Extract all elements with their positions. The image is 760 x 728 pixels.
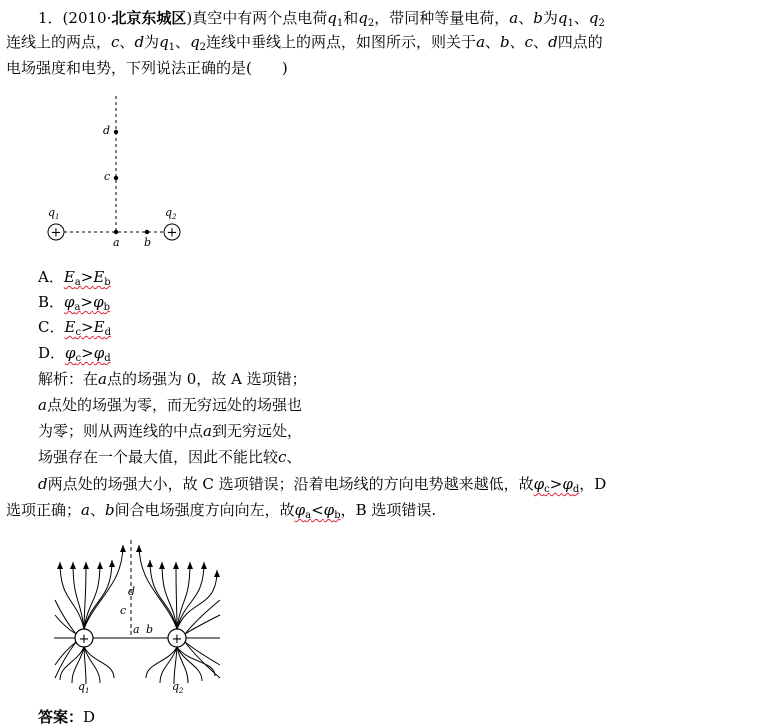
option-d-lhs: φ xyxy=(65,344,76,362)
field-line-right-up xyxy=(177,562,204,629)
field-line-left-down xyxy=(72,647,84,683)
field-arrow-icon xyxy=(97,562,103,569)
analysis-l6-c: ，B 选项错误. xyxy=(340,501,437,519)
field-line-left-side xyxy=(55,600,76,634)
q-text-3: 为 xyxy=(542,9,558,27)
q1-symbol: q xyxy=(159,33,169,51)
field-line-right-up xyxy=(150,560,177,629)
option-a-lhs-sub: a xyxy=(74,277,81,288)
sep: 、 xyxy=(286,448,302,466)
fig2-label-q2-sub: 2 xyxy=(179,687,184,695)
field-lines xyxy=(55,545,220,684)
field-arrow-icon xyxy=(187,562,193,569)
analysis-l1-b: 点的场强为 0，故 A 选项错； xyxy=(106,370,307,388)
analysis-l5-b: ，D xyxy=(579,475,607,493)
field-arrow-icon xyxy=(147,560,153,567)
a-symbol: a xyxy=(38,396,47,414)
b-symbol: b xyxy=(533,9,543,27)
option-c xyxy=(38,316,111,338)
field-arrow-icon xyxy=(83,562,89,569)
option-d-op: > xyxy=(81,344,94,362)
field-arrow-icon xyxy=(214,570,220,577)
a-symbol: a xyxy=(476,33,486,51)
sep: 、 xyxy=(175,33,191,51)
field-arrow-icon xyxy=(57,562,63,569)
option-b-letter: B． xyxy=(38,293,65,311)
point-b-dot xyxy=(145,230,149,234)
charge-q2-sign: + xyxy=(166,225,178,241)
q-text-4: 连线上的两点， xyxy=(6,33,112,51)
analysis-line-6 xyxy=(6,499,436,521)
option-a xyxy=(38,266,111,288)
fig2-label-a: a xyxy=(133,623,140,636)
sep: 、 xyxy=(573,9,589,27)
phi-b: φ xyxy=(323,501,335,519)
analysis-l5-a: 两点处的场强大小，故 C 选项错误；沿着电场线的方向电势越来越低，故 xyxy=(47,475,534,493)
field-arrow-icon xyxy=(70,562,76,569)
option-c-rhs: E xyxy=(93,318,105,336)
field-line-left-up xyxy=(73,562,84,629)
option-c-lhs-sub: c xyxy=(75,327,82,338)
field-line-left-down xyxy=(84,647,114,678)
sep: 、 xyxy=(485,33,501,51)
label-q2-main: q xyxy=(165,206,173,219)
fig2-label-q1-main: q xyxy=(78,680,86,693)
source-name: 北京东城区 xyxy=(111,9,187,27)
label-d: d xyxy=(103,124,111,137)
field-line-left-up xyxy=(84,545,123,629)
analysis-l1-a: 在 xyxy=(83,370,99,388)
field-line-right-up xyxy=(139,545,177,629)
option-b-rhs: φ xyxy=(93,293,104,311)
charge-q1-sign: + xyxy=(50,225,62,241)
label-q1-main: q xyxy=(48,206,56,219)
q2-sub: 2 xyxy=(598,18,605,29)
a-symbol: a xyxy=(98,370,107,388)
option-d-lhs-sub: c xyxy=(75,353,82,364)
c-symbol: c xyxy=(278,448,287,466)
option-d-letter: D． xyxy=(38,344,66,362)
q-text-8: 电场强度和电势，下列说法正确的是( ) xyxy=(6,59,288,77)
option-b-rhs-sub: b xyxy=(103,302,111,313)
phi-a-sub: a xyxy=(305,510,312,521)
analysis-line-5 xyxy=(38,473,606,495)
q2-symbol: q xyxy=(358,9,368,27)
option-b xyxy=(38,291,110,313)
option-d-rhs: φ xyxy=(93,344,105,362)
option-a-rhs: E xyxy=(93,268,105,286)
label-q2-sub: 2 xyxy=(172,213,177,221)
option-d xyxy=(38,342,111,364)
analysis-line-3 xyxy=(38,420,302,442)
figure-2 xyxy=(54,540,220,695)
gt-op: > xyxy=(549,475,563,493)
q2-sub: 2 xyxy=(367,18,375,29)
sep: 、 xyxy=(119,33,135,51)
q2-symbol: q xyxy=(588,9,599,27)
fig2-charge-q2-sign: + xyxy=(171,632,183,647)
field-line-left-down xyxy=(60,647,84,680)
d-symbol: d xyxy=(38,475,48,493)
q-text-1: 真空中有两个点电荷 xyxy=(192,9,328,27)
field-line-right-down xyxy=(177,647,215,676)
source-prefix: (2010· xyxy=(62,9,112,27)
option-c-lhs: E xyxy=(64,318,76,336)
option-b-lhs: φ xyxy=(64,293,75,311)
b-symbol: b xyxy=(104,501,115,519)
phi-c-sub: c xyxy=(544,484,550,495)
field-line-left-side xyxy=(55,642,76,665)
c-symbol: c xyxy=(111,33,120,51)
q-text-2: ，带同种等量电荷， xyxy=(374,9,510,27)
field-arrow-icon xyxy=(173,562,179,569)
fig2-label-q2 xyxy=(172,680,184,695)
answer-line xyxy=(38,706,95,728)
question-number: 1． xyxy=(38,9,63,27)
point-c-dot xyxy=(114,176,118,180)
analysis-l4: 场强存在一个最大值，因此不能比较 xyxy=(38,448,279,466)
analysis-l6-a: 选项正确； xyxy=(6,501,82,519)
q-text-7: 四点的 xyxy=(557,33,603,51)
q1-sub: 1 xyxy=(567,18,574,29)
fig2-label-q1-sub: 1 xyxy=(85,687,90,695)
a-symbol: a xyxy=(509,9,519,27)
point-d-dot xyxy=(114,130,118,134)
fig2-label-b: b xyxy=(146,623,154,636)
option-a-op: > xyxy=(80,268,94,286)
field-line-left-down xyxy=(84,647,100,683)
option-a-letter: A． xyxy=(38,268,64,286)
q-text-6: 连线中垂线上的两点，如图所示，则关于 xyxy=(206,33,477,51)
analysis-line-2 xyxy=(38,394,302,416)
field-arrow-icon xyxy=(159,562,165,569)
analysis-label: 解析： xyxy=(38,370,84,388)
analysis-line-1 xyxy=(38,368,307,390)
sep: 、 xyxy=(509,33,525,51)
answer-label: 答案： xyxy=(38,708,84,726)
analysis-l6-b: 间合电场强度方向向左，故 xyxy=(114,501,295,519)
d-symbol: d xyxy=(134,33,145,51)
field-line-right-up xyxy=(177,562,190,629)
analysis-l3-a: 为零；则从两连线的中点 xyxy=(38,422,204,440)
source-suffix: ) xyxy=(186,9,193,27)
option-a-expr xyxy=(64,268,111,286)
field-line-right-side xyxy=(185,600,220,634)
phi-d-sub: d xyxy=(572,484,580,495)
option-c-letter: C． xyxy=(38,318,65,336)
answer-value: D xyxy=(83,708,96,726)
analysis-phi-ab xyxy=(295,501,341,519)
option-c-op: > xyxy=(81,318,94,336)
phi-c: φ xyxy=(533,475,545,493)
label-a: a xyxy=(113,236,120,249)
analysis-line-4 xyxy=(38,446,301,468)
b-symbol: b xyxy=(500,33,510,51)
q1-symbol: q xyxy=(557,9,568,27)
option-b-lhs-sub: a xyxy=(74,302,81,313)
fig2-label-c: c xyxy=(120,604,127,617)
figure-1 xyxy=(48,96,180,249)
option-b-op: > xyxy=(80,293,94,311)
fig2-charge-q1-sign: + xyxy=(78,632,90,647)
field-line-right-up xyxy=(176,562,177,629)
sep: 、 xyxy=(89,501,105,519)
field-arrow-icon xyxy=(109,560,115,567)
option-c-expr xyxy=(64,318,111,336)
fig2-label-d: d xyxy=(128,585,136,598)
d-symbol: d xyxy=(548,33,558,51)
option-a-lhs: E xyxy=(63,268,75,286)
fig2-label-q2-main: q xyxy=(172,680,180,693)
field-line-left-up xyxy=(84,560,112,629)
a-symbol: a xyxy=(81,501,90,519)
label-q1 xyxy=(48,206,60,221)
label-b: b xyxy=(144,236,152,249)
field-arrow-icon xyxy=(201,562,207,569)
field-line-right-side xyxy=(185,615,220,634)
field-line-left-side xyxy=(55,615,76,634)
option-c-rhs-sub: d xyxy=(104,327,111,338)
field-line-left-up xyxy=(60,562,84,629)
analysis-phi-cd xyxy=(534,475,580,493)
a-symbol: a xyxy=(203,422,212,440)
q-and: 和 xyxy=(343,9,359,27)
option-d-expr xyxy=(65,344,111,362)
option-a-rhs-sub: b xyxy=(104,277,111,288)
field-line-right-up xyxy=(162,562,177,629)
phi-d: φ xyxy=(562,475,573,493)
sep: 、 xyxy=(533,33,549,51)
field-arrow-icon xyxy=(136,545,142,552)
q-text-5: 为 xyxy=(144,33,160,51)
fig2-label-q1 xyxy=(78,680,90,695)
option-b-expr xyxy=(64,293,110,311)
lt-op: < xyxy=(311,501,324,519)
analysis-l3-b: 到无穷远处， xyxy=(211,422,302,440)
option-d-rhs-sub: d xyxy=(104,353,111,364)
q2-symbol: q xyxy=(190,33,200,51)
point-a-dot xyxy=(114,230,118,234)
label-q1-sub: 1 xyxy=(55,213,60,221)
label-q2 xyxy=(165,206,177,221)
analysis-l2: 点处的场强为零，而无穷远处的场强也 xyxy=(46,396,302,414)
q1-sub: 1 xyxy=(168,42,176,53)
c-symbol: c xyxy=(524,33,534,51)
phi-a: φ xyxy=(294,501,306,519)
phi-b-sub: b xyxy=(334,510,341,521)
label-c: c xyxy=(104,170,111,183)
q2-sub: 2 xyxy=(199,42,207,53)
sep: 、 xyxy=(518,9,534,27)
q1-sub: 1 xyxy=(336,18,344,29)
field-arrow-icon xyxy=(120,545,126,552)
q1-symbol: q xyxy=(327,9,337,27)
